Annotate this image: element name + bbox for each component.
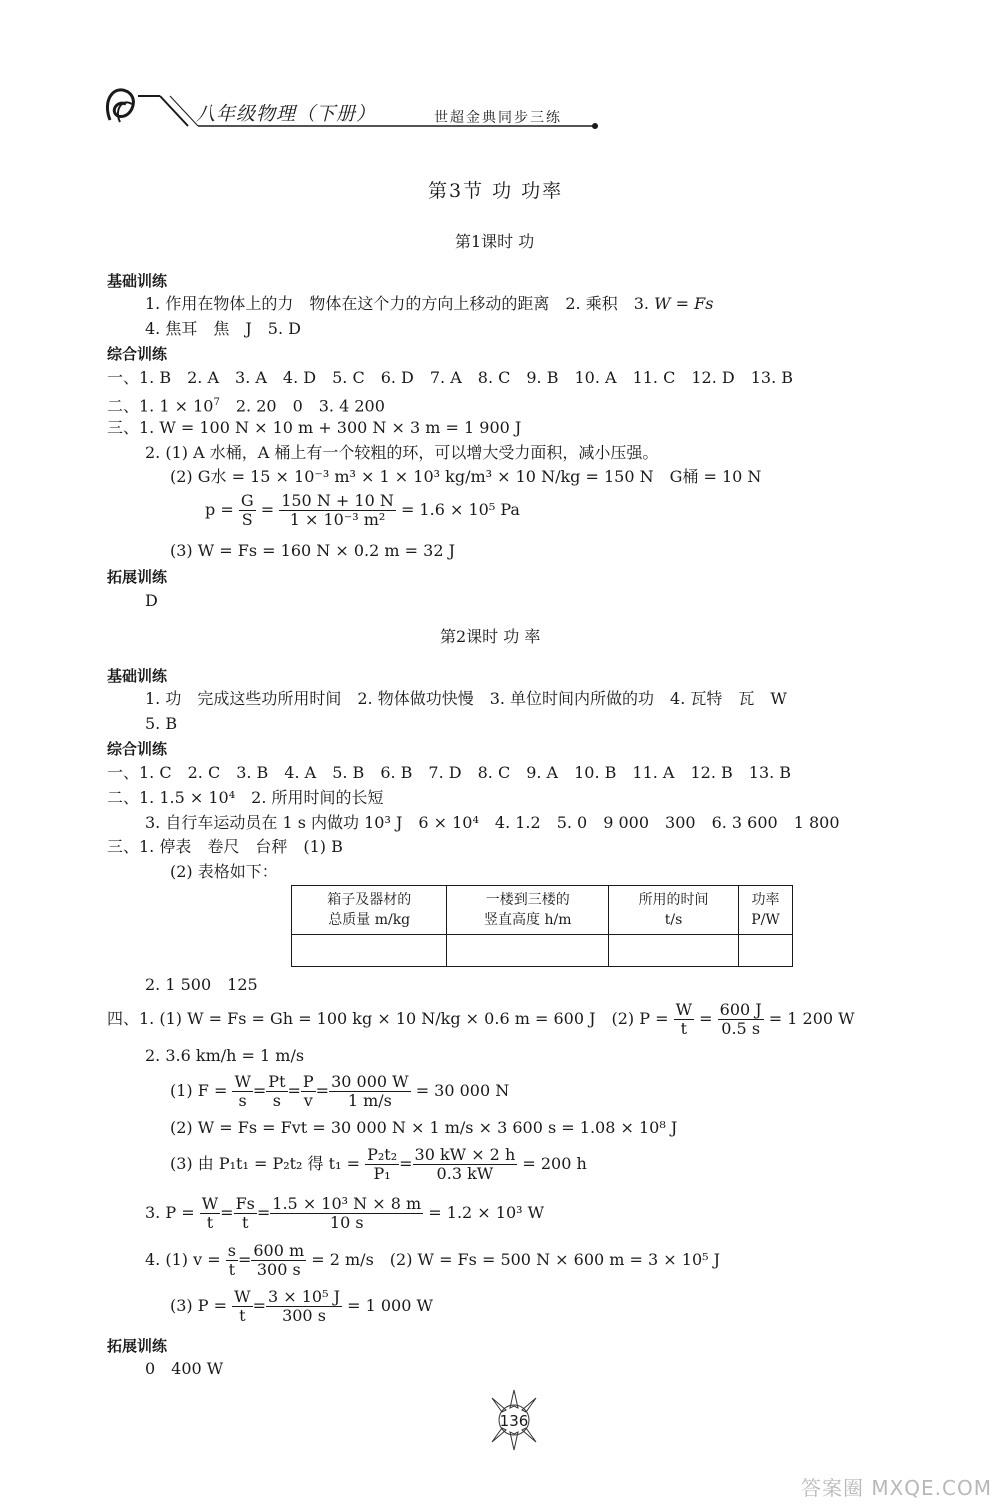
lesson1-extension-heading: 拓展训练 <box>107 568 168 586</box>
lesson2-q4-2-2: (2) W = Fs = Fvt = 30 000 N × 1 m/s × 3 600 s = 1.08 × 10⁸ J <box>170 1118 678 1137</box>
measurement-table <box>291 885 793 967</box>
table-cell <box>292 935 447 967</box>
lesson2-comp-line3: 3. 自行车运动员在 1 s 内做功 10³ J 6 × 10⁴ 4. 1.2 5. 0 9 000 300 6. 3 600 1 800 <box>145 813 840 832</box>
lesson2-q4-2: 2. 3.6 km/h = 1 m/s <box>145 1046 305 1065</box>
lesson2-comprehensive-heading: 综合训练 <box>107 740 168 758</box>
lesson1-comp-line2: 二、1. $1 \times 10^7$ 2. 20 0 3. 4 200 <box>107 396 385 416</box>
table-row <box>292 935 793 967</box>
table-cell <box>738 935 792 967</box>
lesson1-comp-line4: 2. (1) A 水桶，A 桶上有一个较粗的环，可以增大受力面积，减小压强。 <box>145 443 659 462</box>
lesson2-extension-answer: 0 400 W <box>145 1359 224 1378</box>
lesson2-q4-1: 四、1. (1) W = Fs = Gh = 100 kg × 10 N/kg × 0.6 m = 600 J (2) P = $\frac{W}{t}$ = $\frac{600 J}{0.5 s}$ = 1 200 W <box>107 1000 855 1038</box>
lesson1-basic-line1: 1. 作用在物体上的力 物体在这个力的方向上移动的距离 2. 乘积 3. W = Fs <box>145 294 714 313</box>
lesson2-basic-heading: 基础训练 <box>107 667 168 685</box>
series-name: 世超金典同步三练 <box>434 110 562 126</box>
section-title: 第3节 功 功率 <box>428 180 564 202</box>
lesson1-basic-heading: 基础训练 <box>107 272 168 290</box>
table-cell <box>609 935 739 967</box>
lesson2-q4-4-3: (3) P = $\frac{W}{t}$ = $\frac{\text{3 × 10⁵ J}}{300 s}$ = 1 000 W <box>170 1287 433 1325</box>
lesson1-comp-line5: (2) G水 = 15 × 10⁻³ m³ × 1 × 10³ kg/m³ × 10 N/kg = 150 N G桶 = 10 N <box>170 467 762 486</box>
lesson2-extension-heading: 拓展训练 <box>107 1337 168 1355</box>
table-header-cell: 箱子及器材的 总质量 m/kg <box>292 886 447 935</box>
lesson1-basic-line2: 4. 焦耳 焦 J 5. D <box>145 319 301 338</box>
lesson1-extension-answer: D <box>145 591 158 610</box>
table-header-cell: 一楼到三楼的 竖直高度 h/m <box>447 886 609 935</box>
lesson2-basic-line2: 5. B <box>145 714 178 733</box>
lesson2-q4-2-1: (1) F = $\frac{W}{s}$ = $\frac{Pt}{s}$ = $\frac{P}{v}$ = $\frac{30 000 W}{1 m/s}$ = 30 000 N <box>170 1072 510 1110</box>
lesson2-basic-line1: 1. 功 完成这些功所用时间 2. 物体做功快慢 3. 单位时间内所做的功 4. 瓦特 瓦 W <box>145 689 787 708</box>
table-header-cell: 功率 P/W <box>738 886 792 935</box>
lesson2-comp-line4: 三、1. 停表 卷尺 台秤 (1) B <box>107 837 343 856</box>
lesson2-title: 第2课时 功 率 <box>440 627 541 646</box>
lesson1-comp-line1: 一、1. B 2. A 3. A 4. D 5. C 6. D 7. A 8. C 9. B 10. A 11. C 12. D 13. B <box>107 368 793 387</box>
lesson1-comp-pressure-formula: p = $\frac{G}{S}$ = $\frac{150 N + 10 N}{\text{1 × 10⁻³ m²}}$ = 1.6 × 10⁵ Pa <box>205 491 520 529</box>
table-header-cell: 所用的时间 t/s <box>609 886 739 935</box>
page-number: 136 <box>499 1412 529 1430</box>
lesson2-comp-line5: (2) 表格如下： <box>170 862 278 881</box>
lesson2-q4-4: 4. (1) v = $\frac{s}{t}$ = $\frac{600 m}{300 s}$ = 2 m/s (2) W = Fs = 500 N × 600 m = 3 × 10⁵ J <box>145 1241 721 1279</box>
lesson1-comp-line3: 三、1. W = 100 N × 10 m + 300 N × 3 m = 1 900 J <box>107 418 522 437</box>
lesson1-comprehensive-heading: 综合训练 <box>107 345 168 363</box>
table-header-row <box>292 886 793 935</box>
table-cell <box>447 935 609 967</box>
book-title: 八年级物理（下册） <box>196 103 377 125</box>
lesson1-comp-line7: (3) W = Fs = 160 N × 0.2 m = 32 J <box>170 541 456 560</box>
lesson2-q4-2-3: (3) 由 P₁t₁ = P₂t₂ 得 t₁ = $\frac{\text{P₂t₂}}{\text{P₁}}$ = $\frac{30 kW \times 2 h}{0.3 kW}$ = 200 h <box>170 1145 587 1183</box>
lesson2-comp-line2: 二、1. 1.5 × 10⁴ 2. 所用时间的长短 <box>107 788 384 807</box>
lesson1-title: 第1课时 功 <box>455 232 535 251</box>
lesson2-q4-3: 3. P = $\frac{W}{t}$ = $\frac{Fs}{t}$ = $\frac{\text{1.5 × 10³ N × 8 m}}{10 s}$ = 1.2 × 10³ W <box>145 1194 545 1232</box>
lesson2-comp-line1: 一、1. C 2. C 3. B 4. A 5. B 6. B 7. D 8. C 9. A 10. B 11. A 12. B 13. B <box>107 763 792 782</box>
watermark-logo: 答案圈 MXQE.COM <box>800 1476 992 1500</box>
lesson2-comp-line6: 2. 1 500 125 <box>145 975 258 994</box>
